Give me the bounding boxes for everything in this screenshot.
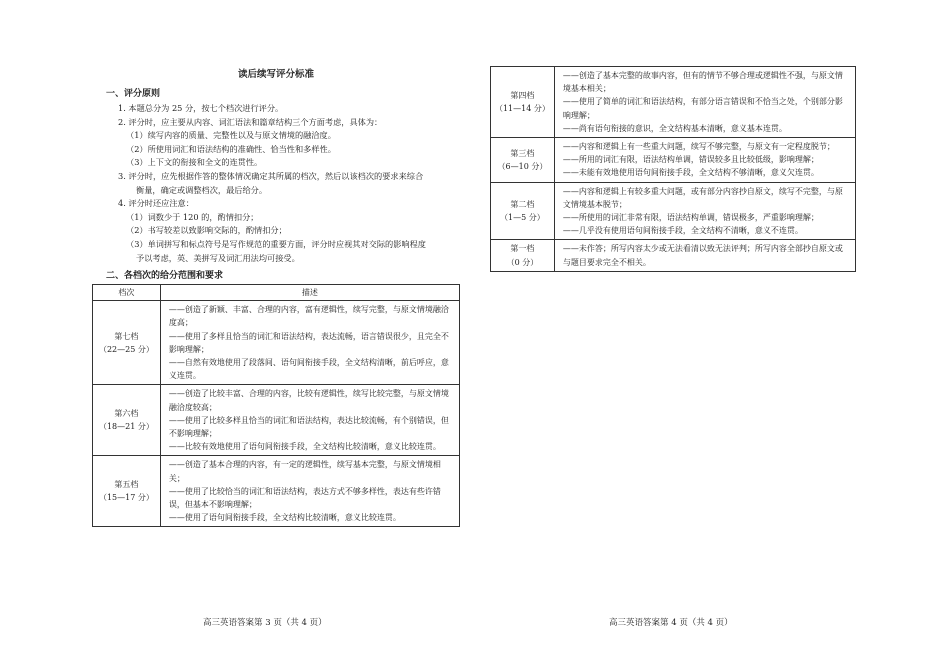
description-cell <box>554 138 855 183</box>
level-name: 第二档 <box>510 199 535 209</box>
level-name: 第五档 <box>114 480 139 490</box>
grading-table-right <box>490 66 856 272</box>
level-range: （11—14 分） <box>494 104 550 113</box>
description-item: ——所用的词汇有限，语法结构单调，错误较多且比较低级，影响理解； <box>562 155 819 165</box>
level-cell <box>93 385 161 456</box>
description-item: ——使用了简单的词汇和语法结构，有部分语言错误和不恰当之处，个别部分影响理解； <box>562 97 843 120</box>
principle-line: （3）单词拼写和标点符号是写作规范的重要方面，评分时应视其对交际的影响程度 <box>126 238 426 249</box>
description-cell <box>554 182 855 240</box>
description-cell <box>554 240 855 271</box>
table-header-row <box>93 285 460 301</box>
level-name: 第一档 <box>510 244 535 254</box>
left-page <box>92 58 460 527</box>
principle-line: 予以考虑，英、美拼写及词汇用法均可接受。 <box>136 252 300 263</box>
principle-line: （3）上下文的衔接和全文的连贯性。 <box>126 157 263 168</box>
description-item: ——内容和逻辑上有较多重大问题，或有部分内容抄自原文，续写不完整，与原文情境基本脱节； <box>562 186 843 209</box>
description-item: ——几乎没有使用语句间衔接手段，全文结构不清晰，意义不连贯。 <box>562 226 803 236</box>
principle-line: 衡量，确定或调整档次，最后给分。 <box>136 184 268 195</box>
grading-table-left <box>92 284 460 527</box>
page-title: 读后续写评分标准 <box>237 69 314 80</box>
level-cell <box>491 138 555 183</box>
level-cell <box>491 182 555 240</box>
level-name: 第四档 <box>510 90 535 100</box>
description-cell <box>554 67 855 138</box>
level-cell <box>93 301 161 385</box>
table-header-level: 档次 <box>93 285 161 301</box>
description-item: ——创造了比较丰富、合理的内容，比较有逻辑性，续写比较完整，与原文情境融洽度较高； <box>168 389 449 412</box>
description-item: ——使用了比较恰当的词汇和语法结构，表达方式不够多样性，表达有些许错误，但基本不影响理解； <box>168 486 441 509</box>
principle-line: 1. 本题总分为 25 分，按七个档次进行评分。 <box>118 103 284 113</box>
page-footer-right: 高三英语答案第 4 页（共 4 页） <box>609 618 733 628</box>
section-heading-levels: 二、各档次的给分范围和要求 <box>106 271 224 282</box>
level-cell <box>491 67 555 138</box>
level-name: 第七档 <box>114 331 139 341</box>
description-item: ——尚有语句衔接的意识，全文结构基本清晰，意义基本连贯。 <box>562 123 787 133</box>
description-cell <box>160 301 459 385</box>
principle-line: （2）所使用词汇和语法结构的准确性、恰当性和多样性。 <box>126 143 336 154</box>
description-item: ——未作答；所写内容太少或无法看清以致无法评判；所写内容全部抄自原文或与题目要求完全不相关。 <box>562 244 843 267</box>
description-item: ——自然有效地使用了段落间、语句间衔接手段，全文结构清晰，前后呼应，意义连贯。 <box>168 357 449 381</box>
description-item: ——所使用的词汇非常有限，语法结构单调，错误极多，严重影响理解； <box>562 213 819 223</box>
description-item: ——使用了语句间衔接手段，全文结构比较清晰，意义比较连贯。 <box>168 513 401 523</box>
table-row <box>93 456 460 527</box>
principle-line: 3. 评分时，应先根据作答的整体情况确定其所属的档次，然后以该档次的要求来综合 <box>118 170 424 181</box>
description-item: ——创造了新颖、丰富、合理的内容，富有逻辑性，续写完整，与原文情境融洽度高； <box>168 305 449 328</box>
level-range: （22—25 分） <box>98 344 154 354</box>
level-name: 第六档 <box>114 409 139 419</box>
level-cell <box>491 240 555 271</box>
description-item: ——使用了多样且恰当的词汇和语法结构，表达流畅，语言错误很少，且完全不影响理解； <box>168 331 449 354</box>
level-range: （0 分） <box>506 257 539 267</box>
principle-line: （1）词数少于 120 的，酌情扣分； <box>126 211 259 222</box>
right-page <box>490 66 856 272</box>
table-header-desc: 描述 <box>160 285 459 301</box>
level-range: （18—21 分） <box>98 422 154 432</box>
description-item: ——内容和逻辑上有一些重大问题，续写不够完整，与原文有一定程度脱节； <box>562 142 835 152</box>
table-row <box>491 240 856 271</box>
principle-line: （1）续写内容的质量、完整性以及与原文情境的融洽度。 <box>126 130 336 141</box>
principle-line: 4. 评分时还应注意： <box>118 198 194 209</box>
description-cell <box>160 385 459 456</box>
table-row <box>93 301 460 385</box>
principles-list <box>92 102 460 265</box>
principle-line: （2）书写较差以致影响交际的，酌情扣分； <box>126 225 287 236</box>
principle-line: 2. 评分时，应主要从内容、词汇语法和篇章结构三个方面考虑，具体为： <box>118 116 383 127</box>
page-footer-left: 高三英语答案第 3 页（共 4 页） <box>203 618 327 628</box>
table-row <box>491 67 856 138</box>
table-row <box>491 182 856 240</box>
level-range: （6—10 分） <box>497 161 548 171</box>
description-cell <box>160 456 459 527</box>
description-item: ——创造了基本合理的内容，有一定的逻辑性，续写基本完整，与原文情境相关； <box>168 460 441 483</box>
level-cell <box>93 456 161 527</box>
level-name: 第三档 <box>510 148 535 158</box>
description-item: ——使用了比较多样且恰当的词汇和语法结构，表达比较流畅，有个别错误，但不影响理解； <box>168 415 449 438</box>
table-row <box>93 385 460 456</box>
section-heading-principles: 一、评分原则 <box>106 89 161 99</box>
description-item: ——比较有效地使用了语句间衔接手段，全文结构比较清晰，意义比较连贯。 <box>168 442 441 452</box>
level-range: （15—17 分） <box>98 493 154 503</box>
table-row <box>491 138 856 183</box>
description-item: ——未能有效地使用语句间衔接手段，全文结构不够清晰，意义欠连贯。 <box>562 168 819 178</box>
description-item: ——创造了基本完整的故事内容，但有的情节不够合理或逻辑性不强，与原文情境基本相关； <box>562 71 843 94</box>
level-range: （1—5 分） <box>500 213 545 223</box>
